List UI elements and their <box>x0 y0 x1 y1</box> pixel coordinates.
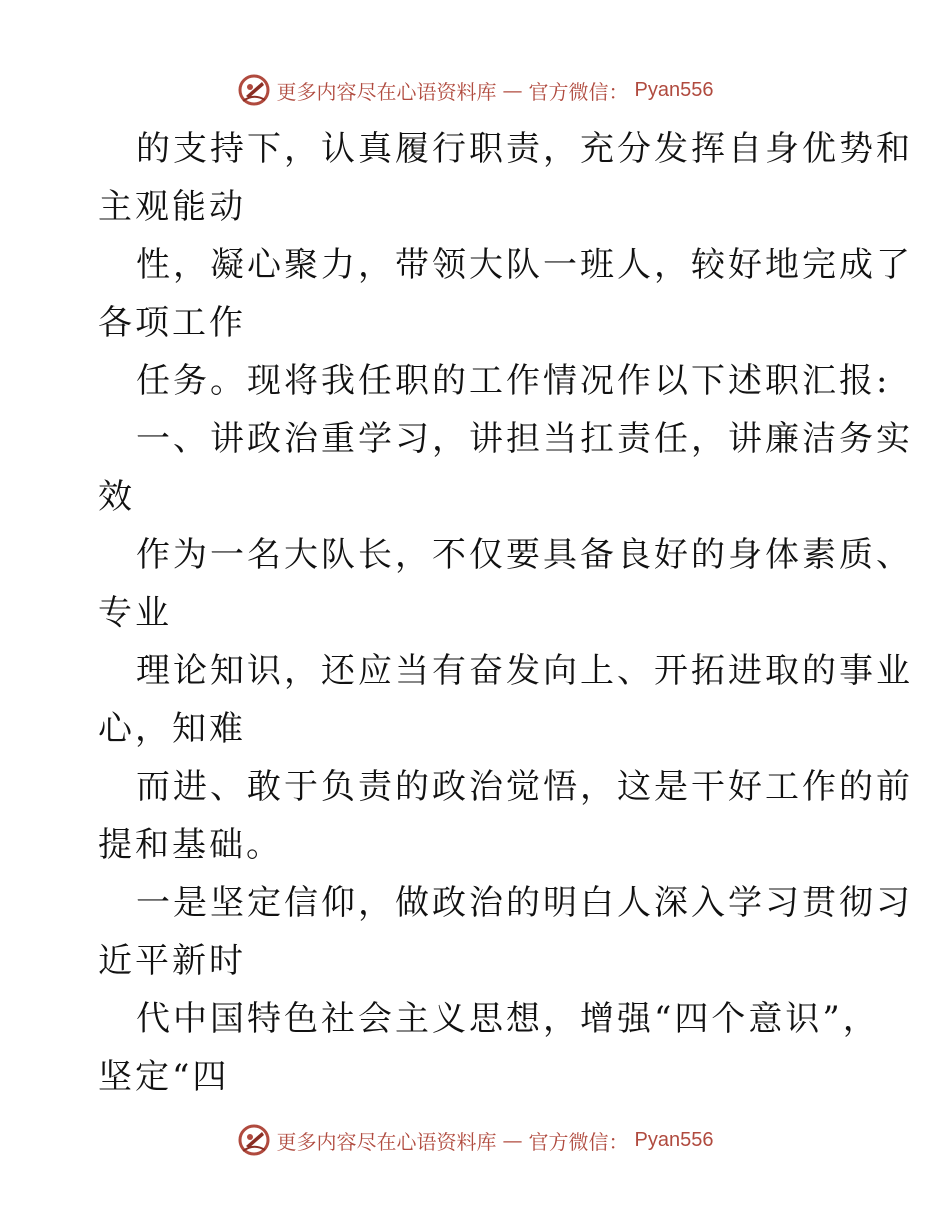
body-line: 的支持下，认真履行职责，充分发挥自身优势和 <box>136 129 913 169</box>
body-line: 性，凝心聚力，带领大队一班人，较好地完成了 <box>136 245 913 285</box>
header-banner <box>0 70 950 110</box>
header-banner-official: 官方微信： <box>528 79 629 104</box>
body-line: 理论知识，还应当有奋发向上、开拓进取的事业 <box>136 651 913 691</box>
footer-banner-id: Pyan556 <box>634 1128 714 1151</box>
footer-banner-separator: — <box>502 1128 523 1152</box>
header-banner-main: 更多内容尽在心语资料库 <box>276 79 497 104</box>
footer-banner <box>0 1120 950 1160</box>
body-line: 坚定“四 <box>98 1057 230 1097</box>
footer-banner-official: 官方微信： <box>528 1129 629 1154</box>
document-body <box>98 120 913 1106</box>
body-line: 作为一名大队长，不仅要具备良好的身体素质、 <box>136 535 913 575</box>
body-line: 而进、敢于负责的政治觉悟，这是干好工作的前 <box>136 767 913 807</box>
body-line: 近平新时 <box>98 941 246 981</box>
footer-banner-inner <box>237 1123 714 1157</box>
body-line: 一是坚定信仰，做政治的明白人深入学习贯彻习 <box>136 883 913 923</box>
body-line: 效 <box>98 477 135 517</box>
header-banner-inner <box>237 73 714 107</box>
logo-icon <box>237 73 271 107</box>
footer-banner-main: 更多内容尽在心语资料库 <box>276 1129 497 1154</box>
body-line: 主观能动 <box>98 187 246 227</box>
body-line: 任务。现将我任职的工作情况作以下述职汇报: <box>136 361 891 401</box>
body-line: 代中国特色社会主义思想，增强“四个意识”， <box>136 999 880 1039</box>
body-line: 专业 <box>98 593 172 633</box>
body-line: 各项工作 <box>98 303 246 343</box>
header-banner-id: Pyan556 <box>634 78 714 101</box>
logo-icon <box>237 1123 271 1157</box>
header-banner-separator: — <box>502 78 523 102</box>
body-line: 心，知难 <box>98 709 246 749</box>
body-line: 提和基础。 <box>98 825 283 865</box>
body-line: 一、讲政治重学习，讲担当扛责任，讲廉洁务实 <box>136 419 913 459</box>
